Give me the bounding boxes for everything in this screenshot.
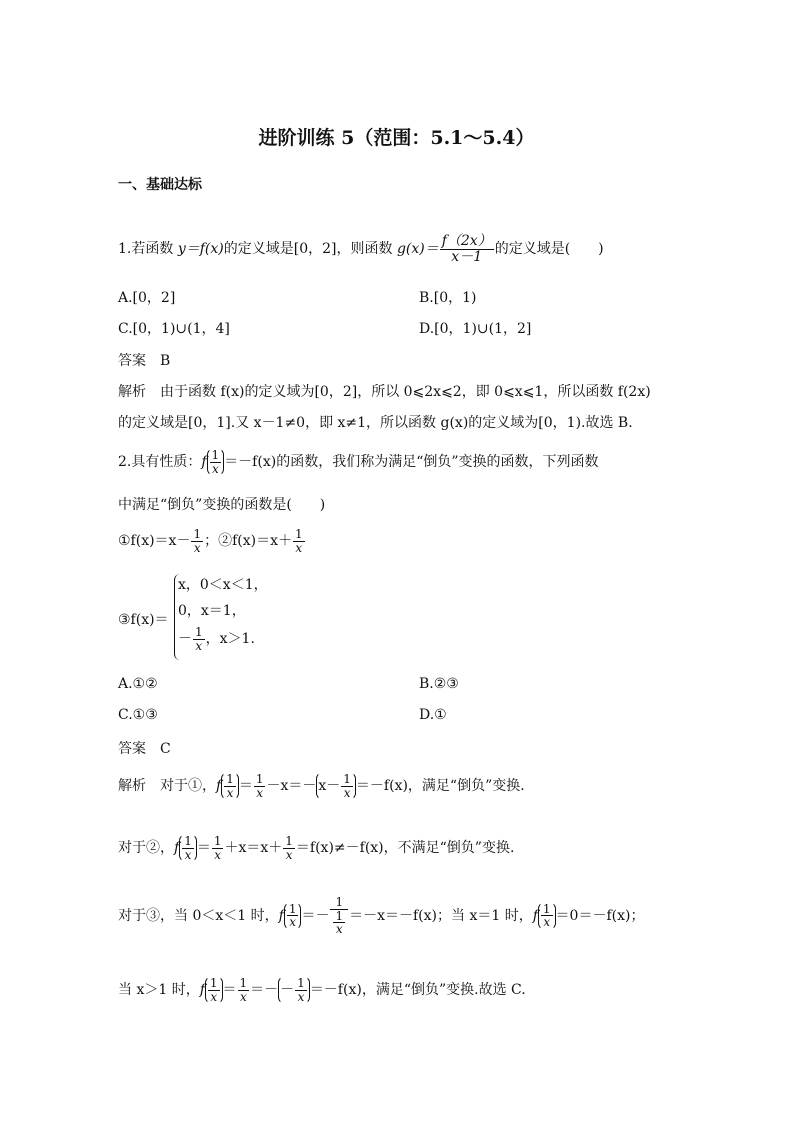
a3-frac-num: 1: [288, 901, 297, 916]
a3-paren2: [538, 902, 556, 930]
a1-paren2: [316, 772, 356, 800]
a2-mid1: ＝: [196, 840, 211, 857]
a2-frac3-den: x: [285, 847, 293, 862]
case3-frac-num: 1: [195, 625, 203, 639]
a2-paren: [179, 834, 197, 862]
q1-analysis-line2: 的定义域是[0，1].又 x－1≠0，即 x≠1，所以函数 g(x)的定义域为[0，1).故选 B.: [118, 415, 633, 431]
q2-stem-line1: [118, 448, 599, 476]
a4-paren: [205, 976, 223, 1004]
a4-post: ＝－f(x)，满足“倒负”变换.故选 C.: [309, 982, 526, 999]
a2-pre: 对于②，: [118, 840, 174, 857]
a3-mid: ＝－: [301, 907, 330, 924]
a1-frac-num: 1: [226, 772, 234, 786]
q2-frac-den: x: [211, 461, 219, 476]
fn2-frac-num: 1: [295, 527, 303, 541]
a3-complex-den: [330, 910, 348, 936]
a2-frac3-num: 1: [285, 834, 293, 848]
a4-mid1: ＝: [222, 982, 237, 999]
a4-frac3-num: 1: [297, 976, 305, 990]
a3-frac-den: x: [289, 915, 297, 930]
a4-pre: 当 x＞1 时，: [118, 982, 200, 999]
a4-frac2: [238, 977, 250, 1003]
q1-option-a: A.[0，2]: [118, 290, 176, 306]
a3-frac2-den: x: [543, 915, 551, 930]
case3-pre: －: [178, 631, 192, 648]
case-2: 0，x＝1，: [178, 603, 246, 619]
a3-inner-den: x: [335, 922, 343, 937]
a2-frac-den: x: [184, 847, 192, 862]
a1-frac3-den: x: [343, 785, 351, 800]
fn2-pre: ②f(x)＝x＋: [218, 533, 292, 550]
q1-option-b: B.[0，1): [419, 290, 477, 306]
a3-frac: [287, 903, 299, 929]
q2-analysis-2: [118, 834, 514, 862]
q2-stem-post: ＝－f(x)的函数，我们称为满足“倒负”变换的函数，下列函数: [224, 454, 599, 471]
q2-option-b: B.②③: [419, 676, 459, 692]
a3-inner-frac: [333, 910, 345, 936]
q2-frac: [210, 449, 222, 475]
a1-paren: [221, 772, 239, 800]
a4-mid2: ＝－: [250, 982, 279, 999]
q2-paren: [207, 448, 225, 476]
a1-frac2: [254, 773, 266, 799]
a1-inner: x－: [318, 778, 341, 795]
a4-frac: [208, 977, 220, 1003]
a4-frac-num: 1: [209, 976, 218, 990]
q1-answer: 答案 B: [118, 353, 171, 369]
a2-frac: [182, 835, 194, 861]
section-heading: 一、基础达标: [118, 177, 202, 193]
a2-frac2-num: 1: [213, 834, 222, 848]
q1-frac-num: f（2x）: [441, 233, 492, 249]
a2-frac3: [283, 835, 295, 861]
a1-frac-den: x: [226, 785, 234, 800]
q1-option-c: C.[0，1)∪(1，4]: [118, 321, 230, 337]
fn2-frac: [293, 528, 305, 554]
fn2-frac-den: x: [295, 540, 303, 555]
a2-frac-num: 1: [184, 834, 192, 848]
q2-answer: 答案 C: [118, 741, 171, 757]
a3-inner-num: 1: [335, 908, 344, 923]
a1-pre: 解析 对于①，: [118, 778, 216, 795]
q1-stem-g: g(x)＝: [396, 241, 439, 258]
a3-complex-num: 1: [330, 896, 348, 910]
a2-mid2: ＋x＝x＋: [224, 840, 283, 857]
q1-option-d: D.[0，1)∪(1，2]: [419, 321, 532, 337]
q1-analysis-line1: 解析 由于函数 f(x)的定义域为[0，2]，所以 0⩽2x⩽2，即 0⩽x⩽1，所以函数 f(2x): [118, 384, 651, 400]
a4-frac2-num: 1: [239, 976, 248, 990]
a1-frac3-num: 1: [343, 772, 351, 786]
a3-paren: [284, 902, 302, 930]
a1-frac3: [341, 773, 353, 799]
q2-analysis-1: [118, 772, 525, 800]
q1-stem-pre: 1.若函数: [118, 241, 178, 258]
q1-stem-mid: 的定义域是[0，2]，则函数: [223, 241, 397, 258]
a2-frac2: [212, 835, 224, 861]
fn1-pre: ①f(x)＝x－: [118, 533, 191, 550]
a3-post2: ＝0＝－f(x)；: [555, 907, 645, 924]
q2-frac-num: 1: [211, 448, 220, 462]
q1-stem-post: 的定义域是( ): [494, 241, 604, 258]
a4-f: f: [199, 982, 205, 999]
q2-analysis-4: [118, 976, 526, 1004]
a1-post: ＝－f(x)，满足“倒负”变换.: [355, 778, 525, 795]
a3-f2: f: [532, 907, 538, 924]
a3-f: f: [278, 907, 284, 924]
q2-option-a: A.①②: [118, 676, 158, 692]
a3-pre: 对于③，当 0＜x＜1 时，: [118, 907, 279, 924]
a4-frac3-den: x: [297, 989, 305, 1004]
case3-frac: [193, 626, 205, 652]
q2-analysis-3: [118, 896, 644, 936]
a1-f: f: [216, 778, 222, 795]
a4-frac3: [295, 977, 307, 1003]
q2-stem-line2: 中满足“倒负”变换的函数是( ): [118, 497, 326, 513]
fn1-frac: [191, 528, 203, 554]
q2-option-d: D.①: [419, 707, 447, 723]
a1-mid2: －x＝－: [266, 778, 317, 795]
a2-post: ＝f(x)≠－f(x)，不满足“倒负”变换.: [295, 840, 515, 857]
a1-frac: [224, 773, 236, 799]
a4-frac2-den: x: [239, 989, 247, 1004]
case3-post: ，x＞1.: [205, 631, 255, 648]
q2-stem-pre: 2.具有性质：: [118, 454, 202, 471]
a3-post: ＝－x＝－f(x)；当 x＝1 时，: [349, 907, 533, 924]
a4-frac-den: x: [210, 989, 218, 1004]
q1-stem: [118, 234, 604, 264]
case-3: [178, 626, 255, 652]
fn3-label: ③f(x)＝: [118, 612, 169, 628]
case3-frac-den: x: [195, 638, 203, 653]
case-1: x，0＜x＜1，: [178, 577, 268, 593]
page-title: 进阶训练 5（范围：5.1～5.4）: [258, 127, 535, 149]
a3-frac2: [541, 903, 553, 929]
q2-f-label: f: [201, 454, 207, 471]
a2-f: f: [174, 840, 180, 857]
q1-frac-den: x－1: [451, 248, 483, 265]
a3-frac2-num: 1: [542, 901, 551, 916]
fn1-frac-num: 1: [193, 527, 202, 541]
q1-stem-fn: y＝f(x): [177, 241, 224, 258]
a4-inner: －: [280, 982, 295, 999]
a1-frac2-num: 1: [255, 772, 264, 786]
q2-option-c: C.①③: [118, 707, 158, 723]
fn1-sep: ；: [204, 533, 219, 550]
q1-fraction: [440, 234, 494, 264]
a3-complex-frac: [330, 896, 348, 936]
a1-mid1: ＝: [238, 778, 253, 795]
a4-paren2: [278, 976, 310, 1004]
a2-frac2-den: x: [214, 847, 222, 862]
a1-frac2-den: x: [256, 785, 264, 800]
fn1-frac-den: x: [193, 540, 201, 555]
q2-functions-1-2: [118, 528, 306, 554]
